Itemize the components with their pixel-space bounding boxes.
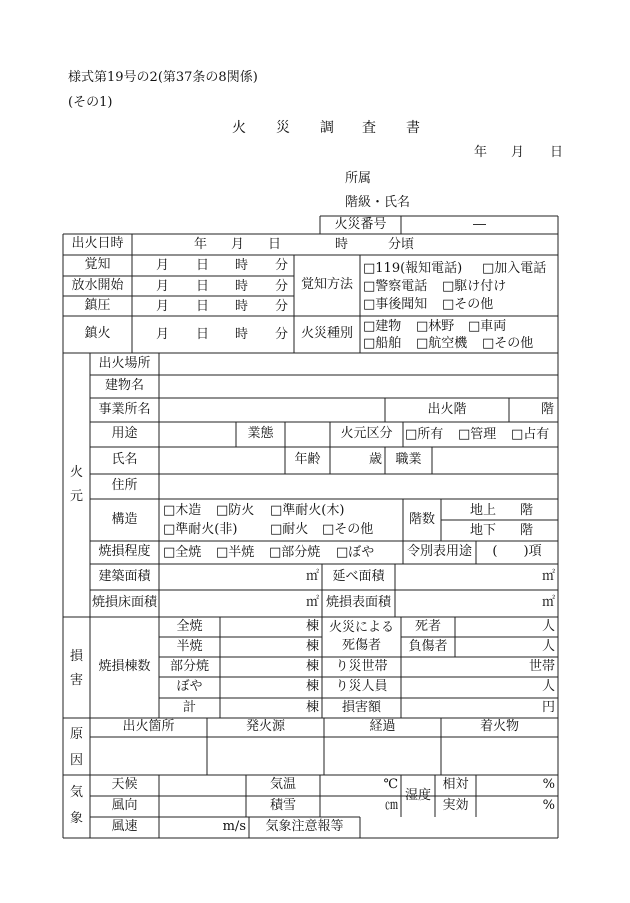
damage-partial[interactable]: □部分焼 (269, 545, 321, 560)
t4-hour: 時 (235, 327, 249, 342)
fire-type-forest[interactable]: □林野 (416, 319, 455, 334)
temperature-label: 気温 (269, 777, 296, 793)
outbreak-minute: 分頃 (388, 237, 415, 252)
fire-type-other[interactable]: □その他 (482, 336, 534, 351)
building-area-unit: ㎡ (305, 568, 319, 584)
category-occupy[interactable]: □占有 (511, 427, 550, 442)
rank-name-label: 階級・氏名 (345, 195, 411, 210)
outbreak-day: 日 (268, 237, 282, 252)
cause-header-process: 経過 (369, 719, 396, 735)
relative-humidity-unit: % (542, 777, 555, 793)
t3-hour: 時 (235, 299, 249, 314)
decree-use-value: ( )項 (492, 544, 542, 560)
title-char-3: 調 (320, 120, 334, 136)
structure-semi-non[interactable]: □準耐火(非) (163, 522, 238, 537)
t2-minute: 分 (275, 279, 289, 294)
title-char-1: 火 (232, 120, 246, 136)
floors-label: 階数 (408, 511, 435, 527)
burnt-surface-area-label: 焼損表面積 (325, 595, 391, 611)
cause-header-place: 出火箇所 (122, 719, 175, 735)
bldg-unit-1: 棟 (305, 618, 319, 634)
name-label: 氏名 (111, 452, 138, 468)
detect-opt-119[interactable]: □119(報知電話) (363, 261, 463, 276)
weather-section-char-2: 象 (70, 811, 84, 826)
snow-label: 積雪 (269, 798, 296, 814)
household-unit: 世帯 (528, 658, 555, 674)
floors-above-label: 地上 (470, 503, 497, 518)
burnt-buildings-label: 焼損棟数 (98, 659, 151, 675)
floors-below-label: 地下 (470, 523, 497, 538)
fire-type-aircraft[interactable]: □航空機 (416, 336, 468, 351)
detect-method-label: 覚知方法 (300, 277, 353, 293)
decree-use-label: 令別表用途 (406, 544, 472, 560)
building-name-label: 建物名 (104, 378, 144, 394)
date-day: 日 (550, 145, 564, 160)
t2-hour: 時 (235, 279, 249, 294)
structure-fireproof[interactable]: □防火 (216, 503, 255, 518)
wind-speed-unit: m/s (222, 819, 246, 835)
bldg-unit-4: 棟 (305, 679, 319, 695)
bldg-row-smolder: ぼや (176, 679, 203, 695)
category-own[interactable]: □所有 (405, 427, 444, 442)
outbreak-label: 出火日時 (71, 236, 124, 252)
title-char-2: 災 (276, 120, 290, 136)
effective-humidity-label: 実効 (442, 798, 469, 814)
form-number: 様式第19号の2(第37条の8関係) (68, 70, 258, 85)
t2-month: 月 (156, 279, 170, 294)
t1-day: 日 (196, 258, 210, 273)
dead-unit: 人 (541, 618, 555, 634)
wind-speed-label: 風速 (111, 819, 138, 835)
place-label: 出火場所 (98, 355, 151, 371)
detect-opt-phone[interactable]: □加入電話 (482, 261, 547, 276)
cause-header-source: 発火源 (245, 719, 285, 735)
dead-label: 死者 (414, 618, 441, 634)
bldg-unit-3: 棟 (305, 658, 319, 674)
timeline-label-detect: 覚知 (84, 257, 111, 273)
amount-label: 損害額 (341, 699, 381, 715)
t4-minute: 分 (275, 327, 289, 342)
effective-humidity-unit: % (542, 798, 555, 814)
job-label: 職業 (395, 452, 422, 468)
damage-level-label: 焼損程度 (98, 544, 151, 560)
structure-semi-wood[interactable]: □準耐火(木) (270, 503, 345, 518)
weather-section-char-1: 気 (70, 785, 84, 800)
outbreak-year: 年 (194, 237, 208, 252)
injured-unit: 人 (541, 638, 555, 654)
bldg-row-partial: 部分焼 (169, 658, 209, 674)
bldg-unit-5: 棟 (305, 699, 319, 715)
fire-type-ship[interactable]: □船舶 (363, 336, 402, 351)
fire-type-label: 火災種別 (300, 326, 353, 342)
origin-section-char-2: 元 (70, 489, 84, 504)
category-label: 火元区分 (340, 426, 393, 442)
office-name-label: 事業所名 (98, 401, 151, 417)
fire-number-label: 火災番号 (334, 216, 387, 232)
amount-unit: 円 (541, 699, 555, 715)
detect-opt-after[interactable]: □事後聞知 (363, 297, 428, 312)
damage-smolder[interactable]: □ぼや (336, 545, 375, 560)
damage-half[interactable]: □半焼 (216, 545, 255, 560)
bldg-unit-2: 棟 (305, 638, 319, 654)
floors-above-unit: 階 (520, 503, 534, 518)
burnt-floor-area-unit: ㎡ (305, 595, 319, 611)
relative-humidity-label: 相対 (442, 777, 469, 793)
fire-floor-label: 出火階 (427, 401, 467, 417)
humidity-label: 湿度 (404, 787, 431, 803)
snow-unit: ㎝ (384, 798, 398, 814)
detect-opt-other[interactable]: □その他 (442, 297, 494, 312)
victims-unit: 人 (541, 679, 555, 695)
t1-minute: 分 (275, 258, 289, 273)
fire-number-dash: ― (473, 216, 486, 232)
structure-resistant[interactable]: □耐火 (270, 522, 309, 537)
detect-opt-rush[interactable]: □駆け付け (442, 279, 507, 294)
burnt-floor-area-label: 焼損床面積 (91, 595, 157, 611)
category-manage[interactable]: □管理 (458, 427, 497, 442)
injured-label: 負傷者 (408, 638, 448, 654)
total-floor-area-label: 延べ面積 (332, 568, 385, 584)
casualty-label: 火災による死傷者 (328, 620, 394, 653)
wind-direction-label: 風向 (111, 798, 138, 814)
use-label: 用途 (111, 426, 138, 442)
fire-type-building[interactable]: □建物 (363, 319, 402, 334)
cause-section-char-2: 因 (70, 753, 84, 768)
timeline-label-water: 放水開始 (71, 277, 124, 293)
affiliation-label: 所属 (345, 171, 372, 186)
t2-day: 日 (196, 279, 210, 294)
building-area-label: 建築面積 (98, 568, 151, 584)
detect-opt-police[interactable]: □警察電話 (363, 279, 428, 294)
date-month: 月 (511, 145, 525, 160)
t1-hour: 時 (235, 258, 249, 273)
timeline-label-control: 鎮圧 (84, 297, 111, 313)
t3-month: 月 (156, 299, 170, 314)
damage-section-char-2: 害 (70, 673, 84, 688)
damage-full[interactable]: □全焼 (163, 545, 202, 560)
outbreak-month: 月 (231, 237, 245, 252)
temperature-unit: ℃ (383, 777, 398, 793)
structure-other[interactable]: □その他 (322, 522, 374, 537)
origin-section-char-1: 火 (70, 465, 84, 480)
damage-section-char-1: 損 (70, 649, 84, 664)
household-label: り災世帯 (335, 658, 388, 674)
age-label: 年齢 (294, 452, 321, 468)
cause-header-material: 着火物 (479, 719, 519, 735)
age-unit: 歳 (368, 452, 382, 468)
outbreak-hour: 時 (335, 237, 349, 252)
bldg-row-half: 半焼 (176, 638, 203, 654)
victims-label: り災人員 (335, 679, 388, 695)
t4-month: 月 (156, 327, 170, 342)
business-label: 業態 (247, 426, 274, 442)
title-char-5: 書 (406, 120, 420, 136)
address-label: 住所 (111, 478, 138, 494)
fire-floor-unit: 階 (540, 401, 554, 417)
weather-warning-label: 気象注意報等 (265, 819, 344, 835)
fire-type-vehicle[interactable]: □車両 (468, 319, 507, 334)
structure-label: 構造 (111, 511, 138, 527)
cause-section-char-1: 原 (70, 727, 84, 742)
bldg-row-full: 全焼 (176, 618, 203, 634)
total-floor-area-unit: ㎡ (541, 568, 555, 584)
title-char-4: 査 (362, 120, 376, 136)
form-part: (その1) (68, 95, 113, 110)
burnt-surface-area-unit: ㎡ (541, 595, 555, 611)
t3-minute: 分 (275, 299, 289, 314)
timeline-label-extinguish: 鎮火 (84, 326, 111, 342)
structure-wood[interactable]: □木造 (163, 503, 202, 518)
bldg-row-total: 計 (182, 699, 196, 715)
floors-below-unit: 階 (520, 523, 534, 538)
sky-label: 天候 (111, 777, 138, 793)
t4-day: 日 (196, 327, 210, 342)
date-year: 年 (474, 145, 488, 160)
t3-day: 日 (196, 299, 210, 314)
t1-month: 月 (156, 258, 170, 273)
